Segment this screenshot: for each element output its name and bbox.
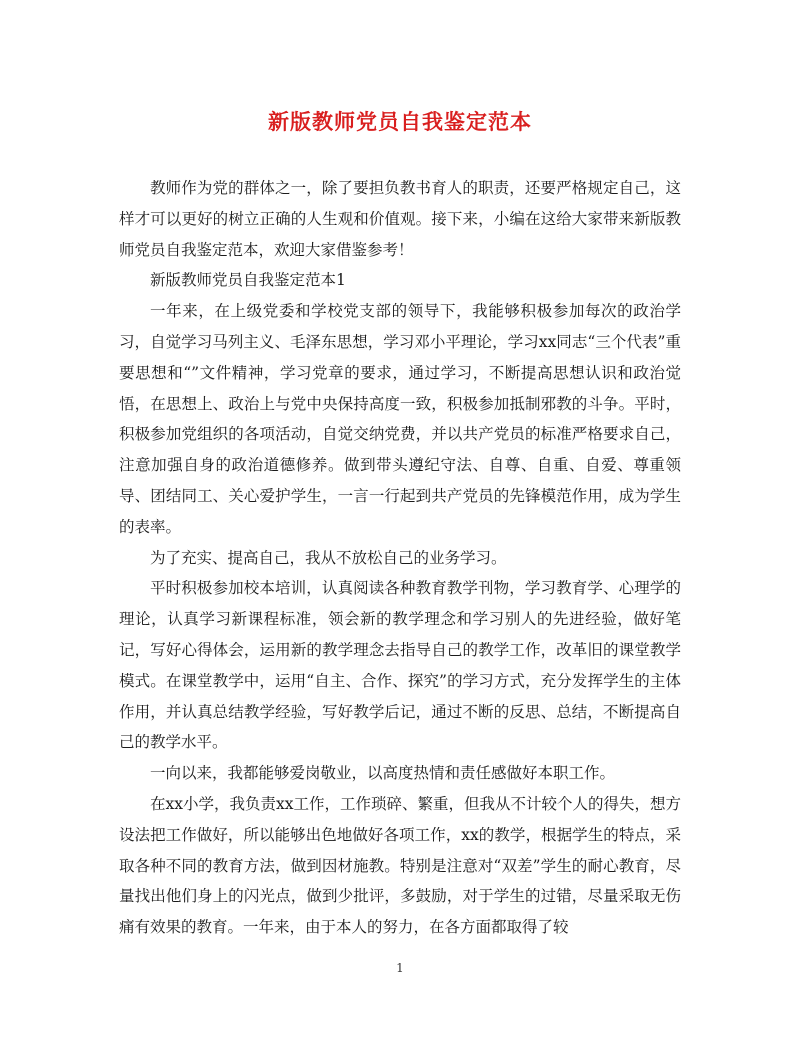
section-heading: 新版教师党员自我鉴定范本1 (150, 271, 346, 290)
document-title: 新版教师党员自我鉴定范本 (268, 109, 532, 134)
body-paragraph: 一向以来，我都能够爱岗敬业，以高度热情和责任感做好本职工作。 (150, 764, 616, 783)
intro-paragraph: 教师作为党的群体之一，除了要担负教书育人的职责，还要严格规定自己，这样才可以更好的树立正确的人生观和价值观。接下来，小编在这给大家带来新版教师党员自我鉴定范本，欢迎大家借鉴参考！ (119, 179, 681, 259)
body-paragraph: 一年来，在上级党委和学校党支部的领导下，我能够积极参加每次的政治学习，自觉学习马列主义、毛泽东思想，学习邓小平理论，学习xx同志“三个代表”重要思想和“”文件精神，学习党章的要求，通过学习，不断提高思想认识和政治觉悟，在思想上、政治上与党中央保持高度一致，积极参加抵制邪教的斗争。平时，积极参加党组织的各项活动，自觉交纳党费，并以共产党员的标准严格要求自己，注意加强自身的政治道德修养。做到带头遵纪守法、自尊、自重、自爱、尊重领导、团结同工、关心爱护学生，一言一行起到共产党员的先锋模范作用，成为学生的表率。 (119, 302, 681, 536)
page-number: 1 (396, 961, 404, 975)
body-paragraph: 平时积极参加校本培训，认真阅读各种教育教学刊物，学习教育学、心理学的理论，认真学习新课程标准，领会新的教学理念和学习别人的先进经验，做好笔记，写好心得体会，运用新的教学理念去指导自己的教学工作，改革旧的课堂教学模式。在课堂教学中，运用“自主、合作、探究”的学习方式，充分发挥学生的主体作用，并认真总结教学经验，写好教学后记，通过不断的反思、总结，不断提高自己的教学水平。 (119, 579, 681, 752)
body-paragraph: 在xx小学，我负责xx工作，工作琐碎、繁重，但我从不计较个人的得失，想方设法把工作做好，所以能够出色地做好各项工作，xx的教学，根据学生的特点，采取各种不同的教育方法，做到因材施教。特别是注意对“双差”学生的耐心教育，尽量找出他们身上的闪光点，做到少批评，多鼓励，对于学生的过错，尽量采取无伤痛有效果的教育。一年来，由于本人的努力，在各方面都取得了较 (119, 794, 681, 937)
document-body (119, 173, 681, 943)
body-paragraph: 为了充实、提高自己，我从不放松自己的业务学习。 (150, 548, 507, 567)
